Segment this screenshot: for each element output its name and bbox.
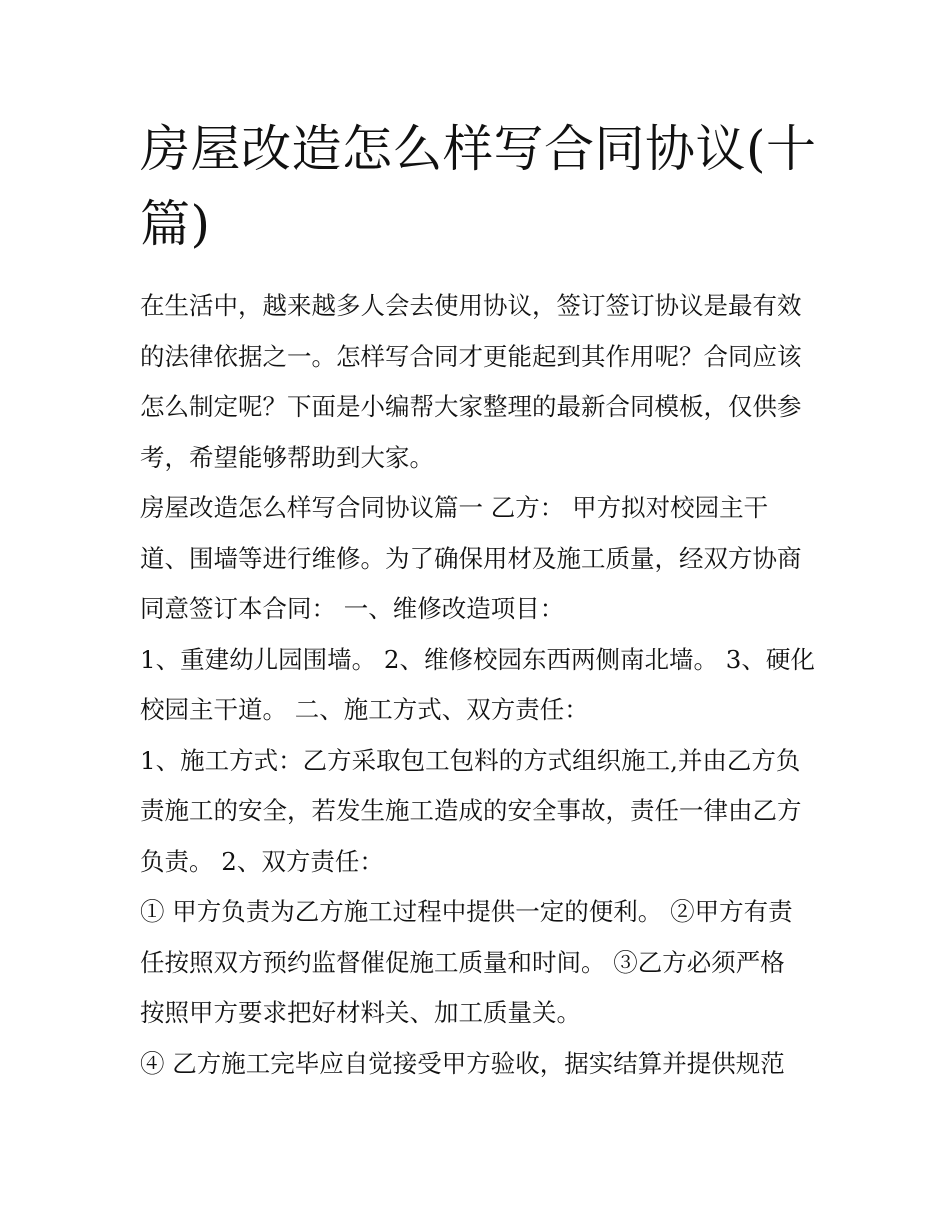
construction-method-paragraph [140, 736, 812, 888]
text-line: 校园主干道。 二、施工方式、双方责任： [140, 695, 589, 724]
text-line: 任按照双方预约监督催促施工质量和时间。 ③乙方必须严格 [140, 947, 785, 977]
section-one-header-paragraph [140, 483, 812, 635]
text-line: 的法律依据之一。怎样写合同才更能起到其作用呢？合同应该 [140, 341, 802, 371]
text-line: 在生活中，越来越多人会去使用协议，签订签订协议是最有效 [140, 291, 802, 320]
document-title [140, 112, 817, 262]
text-line: 责施工的安全，若发生施工造成的安全事故，责任一律由乙方 [140, 796, 802, 825]
text-line: 同意签订本合同： 一、维修改造项目： [140, 594, 565, 623]
text-line: 考，希望能够帮助到大家。 [140, 442, 434, 472]
text-line: 按照甲方要求把好材料关、加工质量关。 [140, 998, 581, 1027]
text-line: ① 甲方负责为乙方施工过程中提供一定的便利。 ②甲方有责 [140, 897, 793, 926]
intro-paragraph [140, 281, 812, 483]
responsibilities-paragraph [140, 887, 812, 1039]
repair-items-paragraph [140, 635, 815, 736]
text-line: 道、围墙等进行维修。为了确保用材及施工质量，经双方协商 [140, 543, 802, 573]
text-line: 怎么制定呢？下面是小编帮大家整理的最新合同模板，仅供参 [140, 392, 802, 421]
acceptance-paragraph [140, 1039, 812, 1090]
title-line: 篇) [140, 195, 211, 253]
text-line: 负责。 2、双方责任： [140, 846, 384, 876]
text-line: 1、重建幼儿园围墙。 2、维修校园东西两侧南北墙。 3、硬化 [140, 644, 815, 674]
text-line: 1、施工方式：乙方采取包工包料的方式组织施工,并由乙方负 [140, 745, 801, 775]
text-line: ④ 乙方施工完毕应自觉接受甲方验收，据实结算并提供规范 [140, 1048, 785, 1078]
title-line: 房屋改造怎么样写合同协议(十 [140, 120, 817, 178]
document-body [140, 112, 817, 1089]
text-line: 房屋改造怎么样写合同协议篇一 乙方： 甲方拟对校园主干 [140, 493, 769, 522]
